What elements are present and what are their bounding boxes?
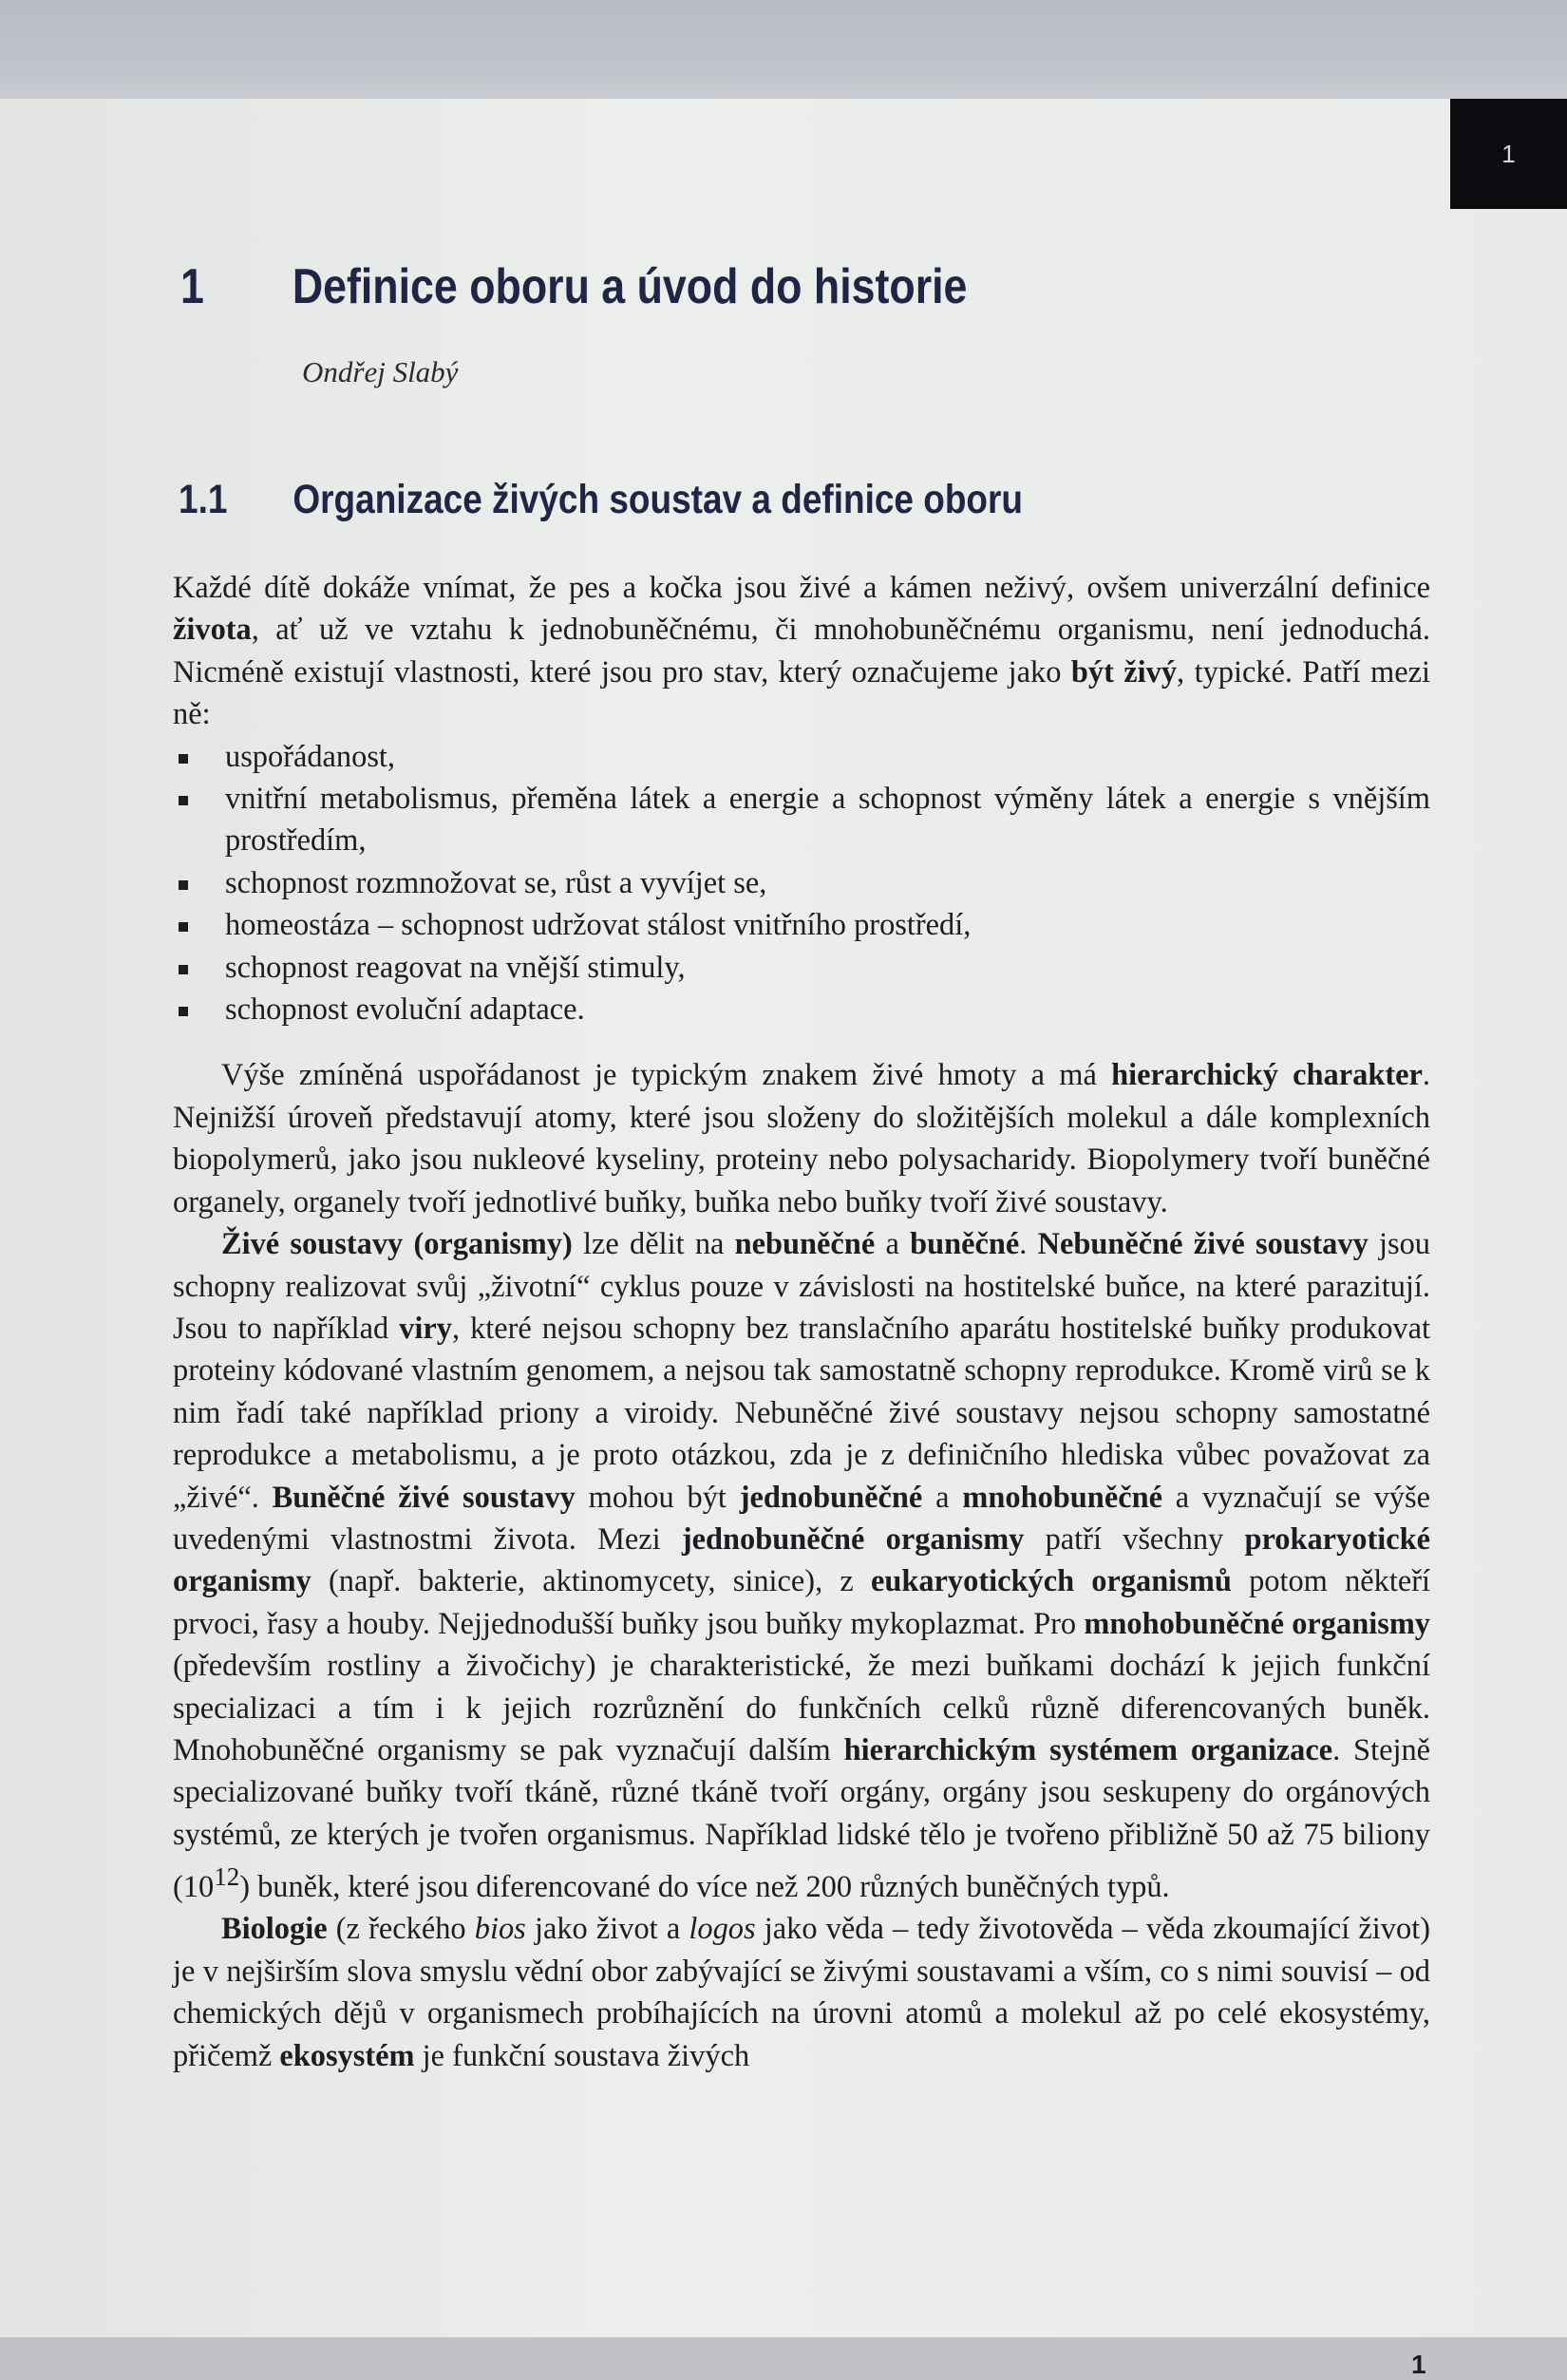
text-run: potom někteří prvoci, řasy a houby. Nejjednodušší buňky jsou buňky mykoplazmat. Pro [173,1564,1430,1641]
list-item: vnitřní metabolismus, přeměna látek a energie a schopnost výměny látek a energie s vnějším prostředím, [173,778,1430,862]
text-run: Každé dítě dokáže vnímat, že pes a kočka jsou živé a kámen neživý, ovšem univerzální definice [173,571,1430,605]
bold-term: mnohobuněčné [962,1480,1162,1515]
intro-paragraph [173,567,1430,736]
paragraph-living-systems [173,1223,1430,1908]
text-run: (např. bakterie, aktinomycety, sinice), z [311,1564,871,1599]
list-item: schopnost evoluční adaptace. [173,989,1430,1030]
text-run: , ať už ve vztahu k jednobuněčnému, či mnohobuněčnému organismu, není jednoduchá. Nicméně existují vlastnosti, které jsou pro stav, který označujeme jako [173,613,1430,689]
text-run: . [1019,1227,1038,1262]
bold-term: ekosystém [279,2038,415,2073]
bold-term: Nebuněčné živé soustavy [1037,1227,1369,1262]
text-run: a [922,1480,963,1515]
chapter-tab [1450,99,1567,209]
page-top-background [0,0,1567,103]
text-run: a vyznačují se výše uvedenými vlastnostmi života. Mezi [173,1480,1430,1557]
text-run: jako život a [525,1912,689,1947]
chapter-number: 1 [180,259,204,314]
page-number: 1 [1411,2350,1426,2379]
text-run: lze dělit na [572,1227,735,1262]
chapter-author: Ondřej Slabý [302,355,459,388]
text-run: jsou schopny realizovat svůj „životní“ cyklus pouze v závislosti na hostitelské buňce, na které parazitují. Jsou to například [173,1227,1430,1346]
text-run: ) buněk, které jsou diferencované do více než 200 různých buněčných typů. [239,1869,1170,1904]
text-run: a [875,1227,911,1262]
properties-list [173,736,1430,1031]
bold-term: Biologie [221,1912,328,1947]
paragraph-biology [173,1908,1430,2077]
chapter-tab-number: 1 [1501,139,1516,168]
bold-term: hierarchický charakter [1111,1058,1423,1093]
list-item: homeostáza – schopnost udržovat stálost vnitřního prostředí, [173,904,1430,946]
section-number: 1.1 [179,477,228,522]
bold-term: života [173,613,252,648]
chapter-title: Definice oboru a úvod do historie [292,259,968,314]
text-run: jako věda – tedy životověda – věda zkoumající život) je v nejširším slova smyslu vědní obor zabývající se živými soustavami a vším, co s nimi souvisí – od chemických dějů v organismech probíhajících na úrovni atomů a molekul až po celé ekosystémy, přičemž [173,1912,1430,2073]
bold-term: viry [399,1311,452,1346]
text-run: (především rostliny a živočichy) je charakteristické, že mezi buňkami dochází k jejich funkční specializaci a tím i k jejich rozrůznění do funkčních celků různě diferencovaných buněk. Mnohobuněčné organismy se pak vyznačují dalším [173,1649,1430,1767]
text-run: , které nejsou schopny bez translačního aparátu hostitelské buňky produkovat proteiny kódované vlastním genomem, a nejsou tak samostatně schopny reprodukce. Kromě virů se k nim řadí také například priony a viroidy. Nebuněčné živé soustavy nejsou schopny samostatné reprodukce a metabolismu, a je proto otázkou, zda je z definičního hlediska vůbec považovat za „živé“. [173,1311,1430,1515]
bold-term: mnohobuněčné organismy [1084,1606,1430,1641]
text-run: mohou být [575,1480,740,1515]
paragraph-hierarchy [173,1054,1430,1223]
bold-term: prokaryotické organismy [173,1521,1430,1599]
bold-term: buněčné [910,1227,1020,1262]
bold-term: hierarchickým systémem organizace [843,1732,1333,1767]
list-item: schopnost rozmnožovat se, růst a vyvíjet se, [173,862,1430,904]
bold-term: jednobuněčné [739,1480,923,1515]
bold-term: Živé soustavy (organismy) [221,1227,573,1262]
italic-term: bios [474,1912,526,1947]
text-run: . Nejnižší úroveň představují atomy, které jsou složeny do složitějších molekul a dále komplexních biopolymerů, jako jsou nukleové kyseliny, proteiny nebo polysacharidy. Biopolymery tvoří buněčné organely, organely tvoří jednotlivé buňky, buňka nebo buňky tvoří živé soustavy. [173,1058,1430,1219]
bold-term: být živý [1070,654,1178,689]
bold-term: nebuněčné [734,1227,876,1262]
text-run: (z řeckého [327,1912,475,1947]
text-run: Výše zmíněná uspořádanost je typickým znakem živé hmoty a má [221,1058,1112,1093]
text-run: . Stejně specializované buňky tvoří tkáně, různé tkáně tvoří orgány, orgány jsou seskupeny do orgánových systémů, ze kterých je tvořen organismus. Například lidské tělo je tvořeno přibližně 50 až 75 biliony (10 [173,1732,1431,1904]
text-run: je funkční soustava živých [414,2038,750,2073]
italic-term: logos [689,1912,756,1947]
text-run: patří všechny [1024,1521,1245,1557]
exponent: 12 [214,1862,240,1892]
bold-term: Buněčné živé soustavy [272,1480,576,1515]
section-title: Organizace živých soustav a definice oboru [293,477,1024,522]
bold-term: eukaryotických organismů [870,1564,1232,1599]
text-run: , typické. Patří mezi ně: [173,654,1430,732]
section-heading [179,477,1023,523]
list-item: uspořádanost, [173,736,1430,778]
book-page [0,99,1567,2379]
list-item: schopnost reagovat na vnější stimuly, [173,947,1430,989]
body-text [173,567,1430,2077]
chapter-heading [180,258,967,325]
bold-term: jednobuněčné organismy [681,1521,1025,1557]
